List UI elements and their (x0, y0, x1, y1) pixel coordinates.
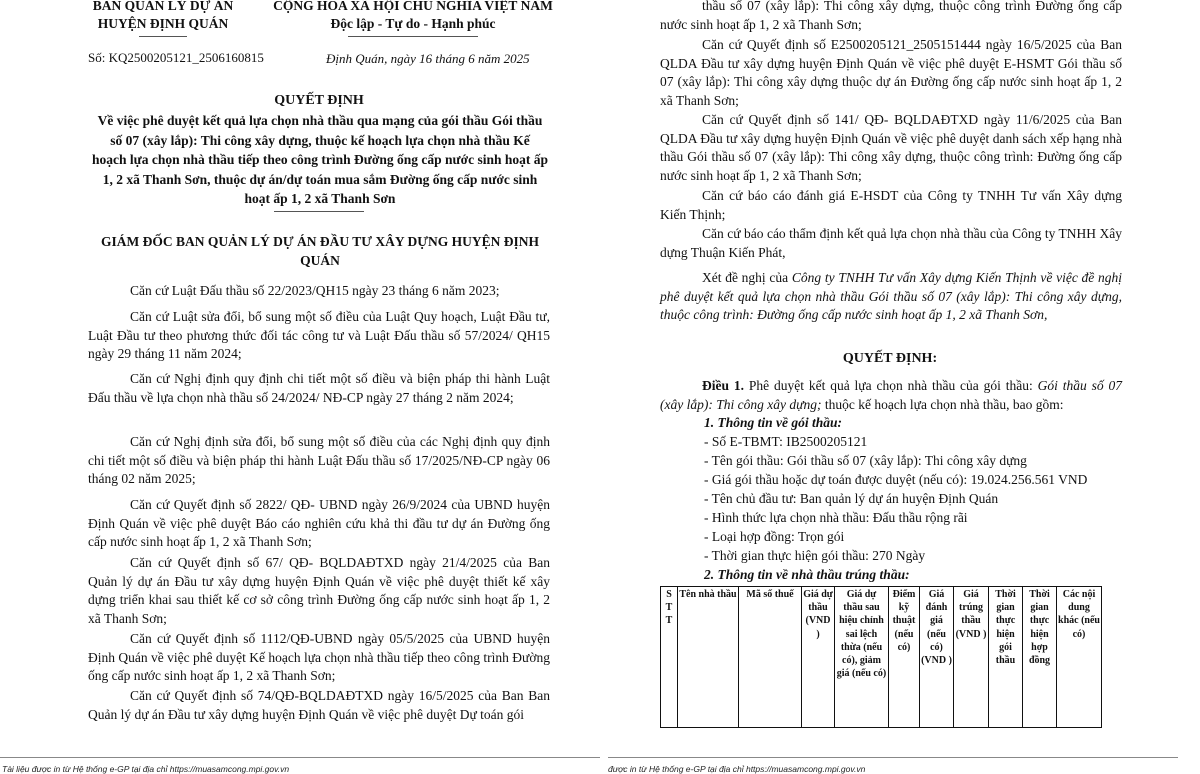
article-1 (660, 377, 1122, 414)
table-header-cell: Các nội dung khác (nếu có) (1057, 587, 1102, 728)
article-1-label: Điều 1. (702, 378, 744, 393)
agency-rule (139, 36, 187, 37)
footer-rule (0, 757, 600, 758)
section-package-info: 1. Thông tin về gói thầu: (704, 415, 843, 430)
legal-basis-paragraph: thầu số 07 (xây lắp): Thi công xây dựng, thuộc công trình Đường ống cấp nước sinh hoạt ấp 1, 2 xã Thanh Sơn; (660, 0, 1122, 32)
footer-rule (608, 757, 1178, 758)
page-footer: Tài liệu được in từ Hệ thống e-GP tại địa chỉ https://muasamcong.mpi.gov.vn (2, 764, 290, 774)
proposal-text: Công ty TNHH Tư vấn Xây dựng Kiến Thịnh về việc đề nghị phê duyệt kết quả lựa chọn nhà thầu Gói thầu số 07 (xây lắp): Thi công xây dựng, thuộc công trình: Đường ống cấp nước sinh hoạt ấp 1, 2 xã Thanh Sơn, (660, 270, 1123, 323)
agency-line: BAN QUẢN LÝ DỰ ÁN (92, 0, 234, 13)
table-header-cell: Thời gian thực hiện gói thầu (989, 587, 1023, 728)
document-number: Số: KQ2500205121_2506160815 (88, 50, 264, 65)
article-1-text: Phê duyệt kết quả lựa chọn nhà thầu của gói thầu: (744, 378, 1038, 393)
decision-title: QUYẾT ĐỊNH: (842, 351, 938, 366)
nation-header (268, 0, 558, 37)
package-info-item: - Giá gói thầu hoặc dự toán được duyệt (nếu có): 19.024.256.561 VND (704, 472, 1088, 487)
document-date: Định Quán, ngày 16 tháng 6 năm 2025 (326, 51, 530, 66)
motto-rule (348, 36, 478, 37)
document-subject: Về việc phê duyệt kết quả lựa chọn nhà thầu qua mạng của gói thầu Gói thầu số 07 (xây lắp): Thi công xây dựng, thuộc kế hoạch lựa chọn nhà thầu Kế hoạch lựa chọn nhà thầu tiếp theo công trình Đường ống cấp nước sinh hoạt ấp 1, 2 xã Thanh Sơn, thuộc dự án/dự toán mua sắm Đường ống cấp nước sinh hoạt ấp 1, 2 xã Thanh Sơn (92, 113, 548, 207)
package-info-item: - Thời gian thực hiện gói thầu: 270 Ngày (704, 548, 926, 563)
table-header-cell: Thời gian thực hiện hợp đồng (1023, 587, 1057, 728)
table-header-cell: Giá đánh giá (nếu có) (VND ) (920, 587, 954, 728)
table-header-cell: Mã số thuế (739, 587, 802, 728)
legal-basis-paragraph: Căn cứ Quyết định số 2822/ QĐ- UBND ngày 26/9/2024 của UBND huyện Định Quán về việc phê duyệt Báo cáo nghiên cứu khả thi đầu tư dự án Đường ống cấp nước sinh hoạt ấp 1, 2 xã Thanh Sơn; (88, 497, 550, 550)
legal-basis-paragraph: Căn cứ Quyết định số 74/QĐ-BQLDAĐTXD ngày 16/5/2025 của Ban Ban Quản lý dự án Đầu tư xây dựng huyện Định Quán về việc phê duyệt Dự toán gói (88, 688, 550, 722)
legal-basis-paragraph: Căn cứ Quyết định số 1112/QĐ-UBND ngày 05/5/2025 của UBND huyện Định Quán về việc phê duyệt Kế hoạch lựa chọn nhà thầu tiếp theo công trình Đường ống cấp nước sinh hoạt ấp 1, 2 xã Thanh Sơn; (88, 631, 550, 684)
package-info-item: - Số E-TBMT: IB2500205121 (704, 434, 868, 449)
legal-basis-paragraph: Căn cứ Quyết định số 67/ QĐ- BQLDAĐTXD ngày 21/4/2025 của Ban Quản lý dự án Đầu tư xây dựng huyện Định Quán về việc phê duyệt thiết kế xây dựng triển khai sau thiết kế cơ sở công trình Đường ống cấp nước sinh hoạt ấp 1, 2 xã Thanh Sơn; (88, 555, 550, 626)
nation-line: CỘNG HÒA XÃ HỘI CHỦ NGHĨA VIỆT NAM (273, 0, 553, 13)
winning-contractor-table (660, 586, 1102, 728)
issuing-authority: GIÁM ĐỐC BAN QUẢN LÝ DỰ ÁN ĐẦU TƯ XÂY DỰNG HUYỆN ĐỊNH QUÁN (101, 234, 539, 268)
motto-line: Độc lập - Tự do - Hạnh phúc (330, 16, 496, 31)
table-header-cell: Giá dự thầu sau hiệu chỉnh sai lệch thừa (nếu có), giảm giá (nếu có) (835, 587, 889, 728)
package-info-item: - Tên gói thầu: Gói thầu số 07 (xây lắp): Thi công xây dựng (704, 453, 1027, 468)
legal-basis-paragraph: Căn cứ báo cáo thẩm định kết quả lựa chọn nhà thầu của Công ty TNHH Xây dựng Thuận Kiến Phát, (660, 226, 1122, 260)
agency-line: HUYỆN ĐỊNH QUÁN (97, 16, 229, 31)
legal-basis-paragraph: Căn cứ báo cáo đánh giá E-HSDT của Công ty TNHH Tư vấn Xây dựng Kiến Thịnh; (660, 188, 1122, 222)
package-info-item: - Loại hợp đồng: Trọn gói (704, 529, 845, 544)
legal-basis-paragraph: Căn cứ Quyết định số E2500205121_2505151444 ngày 16/5/2025 của Ban QLDA Đầu tư xây dựng huyện Định Quán về việc phê duyệt E-HSMT Gói thầu số 07 (xây lắp): Thi công xây dựng thuộc dự án Đường ống cấp nước sinh hoạt ấp 1, 2 xã Thanh Sơn; (660, 37, 1122, 108)
article-1-tail: thuộc kế hoạch lựa chọn nhà thầu, bao gồm: (821, 396, 1064, 412)
article-1-package: Gói thầu số 07 (xây lắp): Thi công xây dựng; (660, 378, 1122, 412)
table-header-cell: Điểm kỹ thuật (nếu có) (889, 587, 920, 728)
agency-header (88, 0, 238, 37)
page-footer: được in từ Hệ thống e-GP tại địa chỉ https://muasamcong.mpi.gov.vn (608, 764, 866, 774)
proposal-lead: Xét đề nghị của (702, 270, 792, 285)
package-info-item: - Hình thức lựa chọn nhà thầu: Đấu thầu rộng rãi (704, 510, 968, 525)
table-header-row (661, 587, 1102, 728)
section-winning-contractor: 2. Thông tin về nhà thầu trúng thầu: (704, 567, 910, 582)
legal-basis-paragraph: Căn cứ Luật sửa đổi, bổ sung một số điều của Luật Quy hoạch, Luật Đầu tư, Luật Đầu tư theo phương thức đối tác công tư và Luật Đấu thầu số 57/2024/ QH15 ngày 29 tháng 11 năm 2024; (88, 309, 550, 362)
table-header-cell: Tên nhà thầu (678, 587, 739, 728)
table-header-cell: Giá trúng thầu (VND ) (954, 587, 989, 728)
legal-basis-paragraph: Căn cứ Quyết định số 141/ QĐ- BQLDAĐTXD ngày 11/6/2025 của Ban QLDA Đầu tư xây dựng huyện Định Quán về việc phê duyệt danh sách xếp hạng nhà thầu Gói thầu số 07 (xây lắp): Thi công xây dựng, thuộc công trình: Đường ống cấp nước sinh hoạt ấp 1, 2 xã Thanh Sơn; (660, 112, 1122, 183)
legal-basis-paragraph: Căn cứ Luật Đấu thầu số 22/2023/QH15 ngày 23 tháng 6 năm 2023; (130, 283, 500, 298)
legal-basis-paragraph: Căn cứ Nghị định sửa đổi, bổ sung một số điều của các Nghị định quy định chi tiết một số điều và biện pháp thi hành Luật Đấu thầu số 17/2025/NĐ-CP ngày 06 tháng 02 năm 2025; (88, 434, 550, 487)
package-info-item: - Tên chủ đầu tư: Ban quản lý dự án huyện Định Quán (704, 491, 999, 506)
legal-basis-paragraph: Căn cứ Nghị định quy định chi tiết một số điều và biện pháp thi hành Luật Đấu thầu về lựa chọn nhà thầu số 24/2024/ NĐ-CP ngày 27 tháng 2 năm 2024; (88, 371, 550, 405)
proposal-paragraph (660, 269, 1122, 325)
table-header-cell: S T T (661, 587, 678, 728)
subject-rule (274, 211, 364, 212)
table-header-cell: Giá dự thầu (VND ) (802, 587, 835, 728)
document-title: QUYẾT ĐỊNH (274, 93, 364, 108)
